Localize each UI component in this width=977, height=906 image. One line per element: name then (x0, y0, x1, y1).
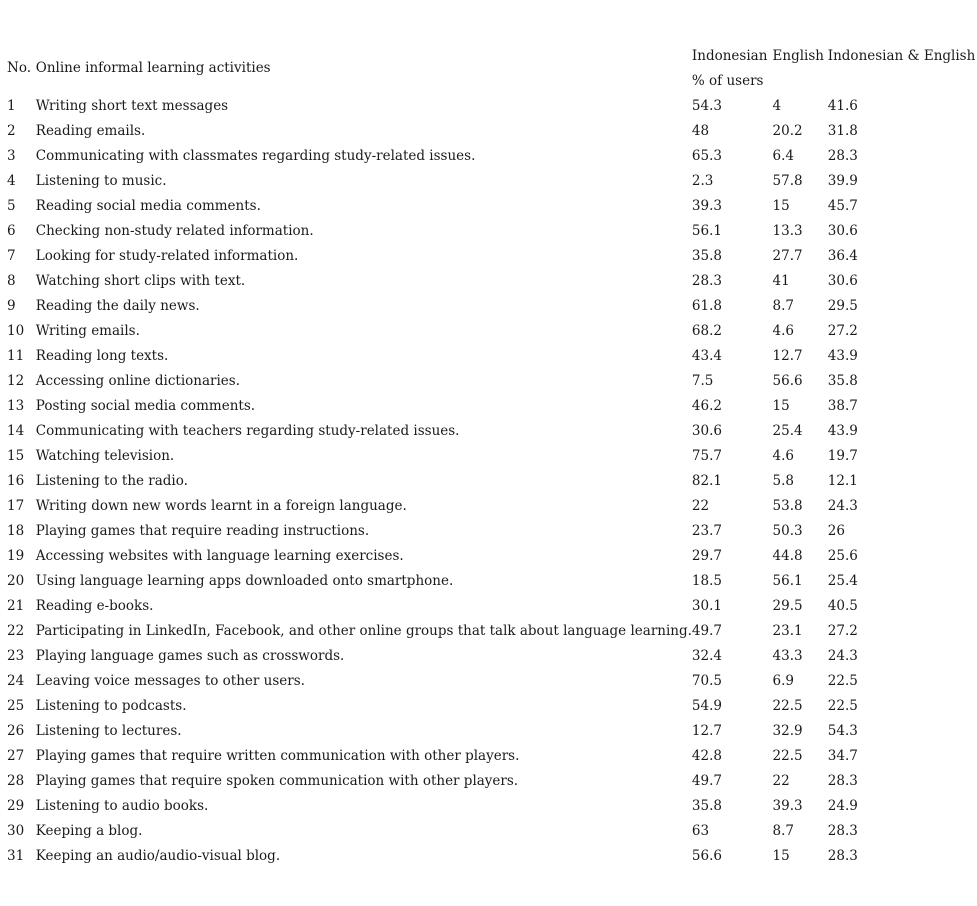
row-indonesian-pct: 68.2 (691, 322, 722, 339)
row-activity: Watching television. (35, 447, 175, 464)
row-number: 19 (7, 547, 25, 564)
row-activity: Communicating with classmates regarding study-related issues. (35, 147, 476, 164)
row-number: 7 (7, 247, 16, 264)
row-indonesian-pct: 30.6 (691, 422, 722, 439)
row-english-pct: 15 (772, 397, 790, 414)
row-english-pct: 15 (772, 197, 790, 214)
row-both-pct: 38.7 (827, 397, 858, 414)
table-row (7, 143, 977, 168)
header-indonesian-english: Indonesian & English (827, 47, 976, 64)
row-activity: Playing games that require reading instructions. (35, 522, 370, 539)
table-row (7, 543, 977, 568)
row-english-pct: 6.4 (772, 147, 795, 164)
table-row (7, 343, 977, 368)
row-activity: Using language learning apps downloaded onto smartphone. (35, 572, 454, 589)
row-both-pct: 31.8 (827, 122, 858, 139)
row-english-pct: 23.1 (772, 622, 803, 639)
table-row (7, 443, 977, 468)
row-english-pct: 56.6 (772, 372, 803, 389)
table-row (7, 468, 977, 493)
row-activity: Accessing online dictionaries. (35, 372, 240, 389)
row-both-pct: 39.9 (827, 172, 858, 189)
row-indonesian-pct: 63 (691, 822, 710, 839)
row-indonesian-pct: 30.1 (691, 597, 722, 614)
row-number: 25 (7, 697, 25, 714)
row-number: 2 (7, 122, 16, 139)
row-indonesian-pct: 61.8 (691, 297, 722, 314)
row-number: 22 (7, 622, 25, 639)
row-number: 23 (7, 647, 25, 664)
row-number: 9 (7, 297, 16, 314)
row-english-pct: 22.5 (772, 747, 803, 764)
table-row (7, 218, 977, 243)
row-both-pct: 35.8 (827, 372, 858, 389)
row-indonesian-pct: 54.9 (691, 697, 722, 714)
row-activity: Listening to the radio. (35, 472, 188, 489)
row-english-pct: 5.8 (772, 472, 795, 489)
row-english-pct: 22 (772, 772, 790, 789)
table-row (7, 168, 977, 193)
header-activity: Online informal learning activities (35, 60, 271, 76)
table-row (7, 618, 977, 643)
row-activity: Playing games that require written communication with other players. (35, 747, 520, 764)
table-row (7, 493, 977, 518)
row-indonesian-pct: 12.7 (691, 722, 722, 739)
table-row (7, 368, 977, 393)
row-indonesian-pct: 82.1 (691, 472, 722, 489)
table-row (7, 718, 977, 743)
row-english-pct: 22.5 (772, 697, 803, 714)
row-english-pct: 15 (772, 847, 790, 864)
row-activity: Reading social media comments. (35, 197, 261, 214)
row-both-pct: 24.3 (827, 497, 858, 514)
table-row (7, 518, 977, 543)
table-row (7, 568, 977, 593)
activities-table (7, 43, 977, 868)
table-row (7, 93, 977, 118)
table-row (7, 268, 977, 293)
row-both-pct: 27.2 (827, 622, 858, 639)
row-english-pct: 41 (772, 272, 790, 289)
row-number: 27 (7, 747, 25, 764)
row-english-pct: 53.8 (772, 497, 803, 514)
row-activity: Watching short clips with text. (35, 272, 246, 289)
row-english-pct: 50.3 (772, 522, 803, 539)
row-english-pct: 32.9 (772, 722, 803, 739)
row-activity: Writing emails. (35, 322, 140, 339)
row-both-pct: 54.3 (827, 722, 858, 739)
row-both-pct: 19.7 (827, 447, 858, 464)
header-unit: % of users (691, 72, 764, 89)
table-header (7, 43, 977, 93)
row-indonesian-pct: 28.3 (691, 272, 722, 289)
row-both-pct: 22.5 (827, 697, 858, 714)
row-english-pct: 13.3 (772, 222, 803, 239)
row-number: 11 (7, 347, 25, 364)
row-activity: Leaving voice messages to other users. (35, 672, 305, 689)
row-indonesian-pct: 56.1 (691, 222, 722, 239)
row-activity: Reading emails. (35, 122, 146, 139)
row-activity: Listening to podcasts. (35, 697, 187, 714)
row-both-pct: 24.9 (827, 797, 858, 814)
row-both-pct: 30.6 (827, 222, 858, 239)
header-no: No. (7, 60, 31, 76)
table-row (7, 818, 977, 843)
row-activity: Listening to lectures. (35, 722, 182, 739)
row-number: 29 (7, 797, 25, 814)
row-english-pct: 29.5 (772, 597, 803, 614)
row-english-pct: 4 (772, 97, 782, 114)
row-both-pct: 29.5 (827, 297, 858, 314)
row-indonesian-pct: 43.4 (691, 347, 722, 364)
row-both-pct: 43.9 (827, 347, 858, 364)
row-activity: Looking for study-related information. (35, 247, 299, 264)
row-english-pct: 8.7 (772, 822, 795, 839)
row-english-pct: 27.7 (772, 247, 803, 264)
row-number: 14 (7, 422, 25, 439)
row-both-pct: 22.5 (827, 672, 858, 689)
table-row (7, 293, 977, 318)
row-both-pct: 25.4 (827, 572, 858, 589)
header-indonesian: Indonesian (691, 47, 768, 64)
row-indonesian-pct: 56.6 (691, 847, 722, 864)
row-number: 28 (7, 772, 25, 789)
row-activity: Playing language games such as crosswords. (35, 647, 345, 664)
activities-table-container (7, 43, 977, 868)
row-english-pct: 57.8 (772, 172, 803, 189)
row-number: 1 (7, 97, 16, 114)
row-indonesian-pct: 75.7 (691, 447, 722, 464)
row-activity: Writing short text messages (35, 97, 229, 114)
row-english-pct: 8.7 (772, 297, 795, 314)
row-indonesian-pct: 49.7 (691, 772, 722, 789)
row-number: 13 (7, 397, 25, 414)
header-english: English (772, 47, 824, 64)
row-activity: Participating in LinkedIn, Facebook, and other online groups that talk about language learning. (35, 622, 692, 639)
row-indonesian-pct: 2.3 (691, 172, 714, 189)
row-activity: Writing down new words learnt in a foreign language. (35, 497, 407, 514)
row-english-pct: 4.6 (772, 322, 795, 339)
row-number: 20 (7, 572, 25, 589)
row-both-pct: 45.7 (827, 197, 858, 214)
row-indonesian-pct: 29.7 (691, 547, 722, 564)
row-indonesian-pct: 23.7 (691, 522, 722, 539)
row-number: 24 (7, 672, 25, 689)
row-indonesian-pct: 42.8 (691, 747, 722, 764)
row-both-pct: 43.9 (827, 422, 858, 439)
table-row (7, 743, 977, 768)
row-both-pct: 30.6 (827, 272, 858, 289)
row-activity: Keeping an audio/audio-visual blog. (35, 847, 281, 864)
row-activity: Checking non-study related information. (35, 222, 314, 239)
row-both-pct: 26 (827, 522, 845, 539)
table-row (7, 793, 977, 818)
row-activity: Playing games that require spoken communication with other players. (35, 772, 519, 789)
table-row (7, 843, 977, 868)
row-indonesian-pct: 48 (691, 122, 710, 139)
row-activity: Reading the daily news. (35, 297, 200, 314)
row-activity: Posting social media comments. (35, 397, 256, 414)
row-english-pct: 39.3 (772, 797, 803, 814)
table-row (7, 318, 977, 343)
row-english-pct: 4.6 (772, 447, 795, 464)
row-both-pct: 28.3 (827, 147, 858, 164)
row-number: 26 (7, 722, 25, 739)
row-english-pct: 43.3 (772, 647, 803, 664)
row-english-pct: 44.8 (772, 547, 803, 564)
row-number: 10 (7, 322, 25, 339)
row-indonesian-pct: 18.5 (691, 572, 722, 589)
row-number: 16 (7, 472, 25, 489)
row-number: 12 (7, 372, 25, 389)
table-row (7, 393, 977, 418)
row-activity: Reading e-books. (35, 597, 154, 614)
row-both-pct: 28.3 (827, 847, 858, 864)
row-both-pct: 36.4 (827, 247, 858, 264)
row-both-pct: 12.1 (827, 472, 858, 489)
table-row (7, 593, 977, 618)
table-row (7, 693, 977, 718)
row-both-pct: 40.5 (827, 597, 858, 614)
row-indonesian-pct: 46.2 (691, 397, 722, 414)
row-activity: Listening to music. (35, 172, 167, 189)
row-indonesian-pct: 49.7 (691, 622, 722, 639)
table-row (7, 193, 977, 218)
row-english-pct: 25.4 (772, 422, 803, 439)
row-indonesian-pct: 35.8 (691, 247, 722, 264)
row-both-pct: 41.6 (827, 97, 858, 114)
table-row (7, 118, 977, 143)
row-english-pct: 20.2 (772, 122, 803, 139)
table-body (7, 93, 977, 868)
row-indonesian-pct: 32.4 (691, 647, 722, 664)
row-activity: Listening to audio books. (35, 797, 209, 814)
row-both-pct: 28.3 (827, 822, 858, 839)
row-indonesian-pct: 70.5 (691, 672, 722, 689)
row-indonesian-pct: 54.3 (691, 97, 722, 114)
row-number: 6 (7, 222, 16, 239)
row-both-pct: 24.3 (827, 647, 858, 664)
row-indonesian-pct: 7.5 (691, 372, 714, 389)
row-number: 31 (7, 847, 25, 864)
table-row (7, 418, 977, 443)
header-row-languages (7, 43, 977, 68)
row-english-pct: 56.1 (772, 572, 803, 589)
row-indonesian-pct: 65.3 (691, 147, 722, 164)
row-both-pct: 25.6 (827, 547, 858, 564)
row-english-pct: 6.9 (772, 672, 795, 689)
row-number: 18 (7, 522, 25, 539)
row-number: 4 (7, 172, 16, 189)
row-number: 30 (7, 822, 25, 839)
table-row (7, 243, 977, 268)
row-activity: Communicating with teachers regarding study-related issues. (35, 422, 460, 439)
row-both-pct: 28.3 (827, 772, 858, 789)
row-number: 5 (7, 197, 16, 214)
row-number: 8 (7, 272, 16, 289)
row-indonesian-pct: 22 (691, 497, 710, 514)
row-number: 17 (7, 497, 25, 514)
row-both-pct: 27.2 (827, 322, 858, 339)
row-indonesian-pct: 39.3 (691, 197, 722, 214)
row-english-pct: 12.7 (772, 347, 803, 364)
row-indonesian-pct: 35.8 (691, 797, 722, 814)
table-row (7, 768, 977, 793)
row-activity: Reading long texts. (35, 347, 169, 364)
row-number: 3 (7, 147, 16, 164)
row-activity: Accessing websites with language learning exercises. (35, 547, 404, 564)
row-both-pct: 34.7 (827, 747, 858, 764)
table-row (7, 668, 977, 693)
row-number: 21 (7, 597, 25, 614)
row-activity: Keeping a blog. (35, 822, 143, 839)
row-number: 15 (7, 447, 25, 464)
table-row (7, 643, 977, 668)
